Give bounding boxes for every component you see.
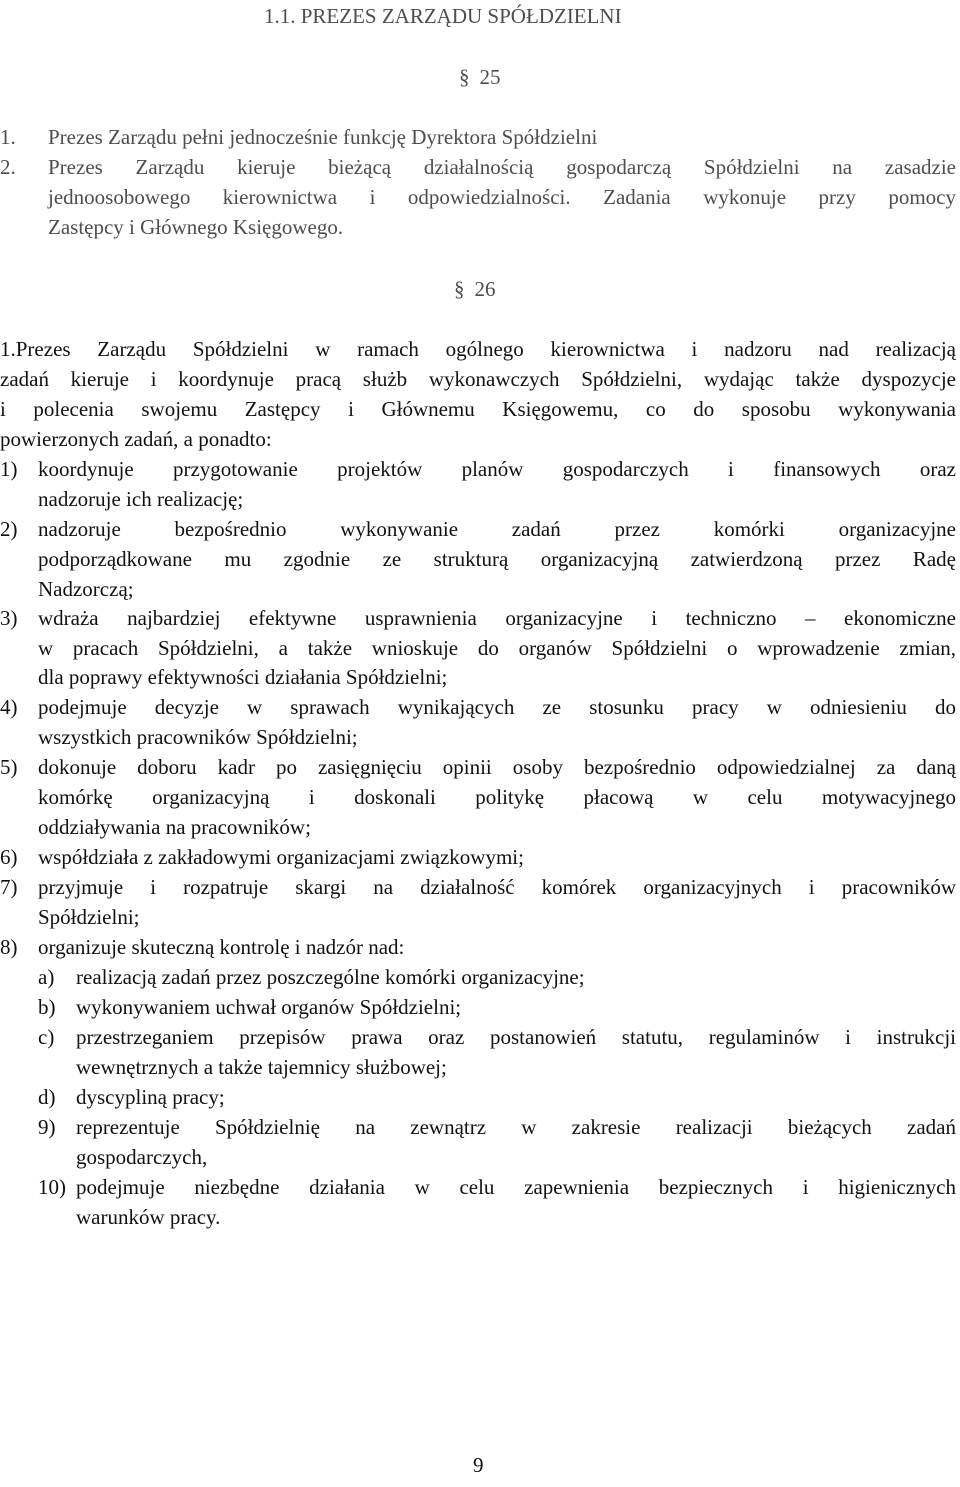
list-item-text: nadzoruje bezpośrednio wykonywanie zadań przez komórki organizacyjne — [38, 517, 956, 541]
list-item-text: Prezes Zarządu kieruje bieżącą działalnością gospodarczą Spółdzielni na zasadzie — [48, 155, 956, 179]
list-item-text: Spółdzielni; — [38, 905, 140, 929]
document-heading: 1.1. PREZES ZARZĄDU SPÓŁDZIELNI — [264, 4, 622, 28]
list-item-number: 5) — [0, 755, 18, 779]
sublist-item-letter: a) — [38, 965, 55, 989]
page-number: 9 — [473, 1453, 484, 1477]
section-26-header — [454, 277, 496, 302]
section-number: 26 — [474, 277, 496, 301]
list-item-text: dla poprawy efektywności działania Spółdzielni; — [38, 665, 448, 689]
list-item-text: dokonuje doboru kadr po zasięgnięciu opinii osoby bezpośrednio odpowiedzialnej za daną — [38, 755, 956, 779]
list-item-text: warunków pracy. — [76, 1205, 221, 1229]
intro-line: powierzonych zadań, a ponadto: — [0, 427, 272, 451]
list-item-text: oddziaływania na pracowników; — [38, 815, 311, 839]
list-item-text: współdziała z zakładowymi organizacjami związkowymi; — [38, 845, 524, 869]
list-item-number: 8) — [0, 935, 18, 959]
list-item-text: reprezentuje Spółdzielnię na zewnątrz w zakresie realizacji bieżących zadań — [76, 1115, 956, 1139]
list-item-number: 10) — [38, 1175, 66, 1199]
paragraph-sign: § — [459, 65, 470, 89]
paragraph-sign: § — [454, 277, 465, 301]
list-item-number: 9) — [38, 1115, 56, 1139]
sublist-item-letter: c) — [38, 1025, 55, 1049]
list-item-text: gospodarczych, — [76, 1145, 208, 1169]
section-number: 25 — [479, 65, 501, 89]
intro-line: i polecenia swojemu Zastępcy i Głównemu Księgowemu, co do sposobu wykonywania — [0, 397, 956, 421]
list-item-text: podporządkowane mu zgodnie ze strukturą organizacyjną zatwierdzoną przez Radę — [38, 547, 956, 571]
list-item-text: nadzoruje ich realizację; — [38, 487, 244, 511]
list-item-number: 2. — [0, 155, 16, 179]
list-item-text: w pracach Spółdzielni, a także wnioskuje do organów Spółdzielni o wprowadzenie zmian, — [38, 636, 956, 660]
sublist-item-letter: d) — [38, 1085, 56, 1109]
list-item-text: koordynuje przygotowanie projektów planów gospodarczych i finansowych oraz — [38, 457, 956, 481]
list-item-number: 3) — [0, 606, 18, 630]
list-item-number: 7) — [0, 875, 18, 899]
sublist-item-text: przestrzeganiem przepisów prawa oraz postanowień statutu, regulaminów i instrukcji — [76, 1025, 956, 1049]
list-item-number: 1) — [0, 457, 18, 481]
list-item-text: wdraża najbardziej efektywne usprawnienia organizacyjne i techniczno – ekonomiczne — [38, 606, 956, 630]
list-item-text: przyjmuje i rozpatruje skargi na działalność komórek organizacyjnych i pracowników — [38, 875, 956, 899]
list-item-text: komórkę organizacyjną i doskonali politykę płacową w celu motywacyjnego — [38, 785, 956, 809]
list-item-number: 6) — [0, 845, 18, 869]
intro-line: zadań kieruje i koordynuje pracą służb wykonawczych Spółdzielni, wydając także dyspozycje — [0, 367, 956, 391]
list-item-number: 2) — [0, 517, 18, 541]
list-item-text: Zastępcy i Głównego Księgowego. — [48, 215, 344, 239]
sublist-item-text: dyscypliną pracy; — [76, 1085, 225, 1109]
list-item-number: 4) — [0, 695, 18, 719]
sublist-item-letter: b) — [38, 995, 56, 1019]
list-item-text: wszystkich pracowników Spółdzielni; — [38, 725, 358, 749]
section-25-header — [459, 65, 501, 90]
list-item-text: Nadzorczą; — [38, 577, 134, 601]
intro-line: 1.Prezes Zarządu Spółdzielni w ramach ogólnego kierownictwa i nadzoru nad realizacją — [0, 337, 956, 361]
list-item-text: jednoosobowego kierownictwa i odpowiedzialności. Zadania wykonuje przy pomocy — [48, 185, 956, 209]
list-item-text: podejmuje niezbędne działania w celu zapewnienia bezpiecznych i higienicznych — [76, 1175, 956, 1199]
list-item-text: Prezes Zarządu pełni jednocześnie funkcję Dyrektora Spółdzielni — [48, 125, 598, 149]
list-item-text: organizuje skuteczną kontrolę i nadzór nad: — [38, 935, 405, 959]
sublist-item-text: realizacją zadań przez poszczególne komórki organizacyjne; — [76, 965, 585, 989]
list-item-text: podejmuje decyzje w sprawach wynikających ze stosunku pracy w odniesieniu do — [38, 695, 956, 719]
list-item-number: 1. — [0, 125, 16, 149]
sublist-item-text: wewnętrznych a także tajemnicy służbowej; — [76, 1055, 447, 1079]
sublist-item-text: wykonywaniem uchwał organów Spółdzielni; — [76, 995, 462, 1019]
